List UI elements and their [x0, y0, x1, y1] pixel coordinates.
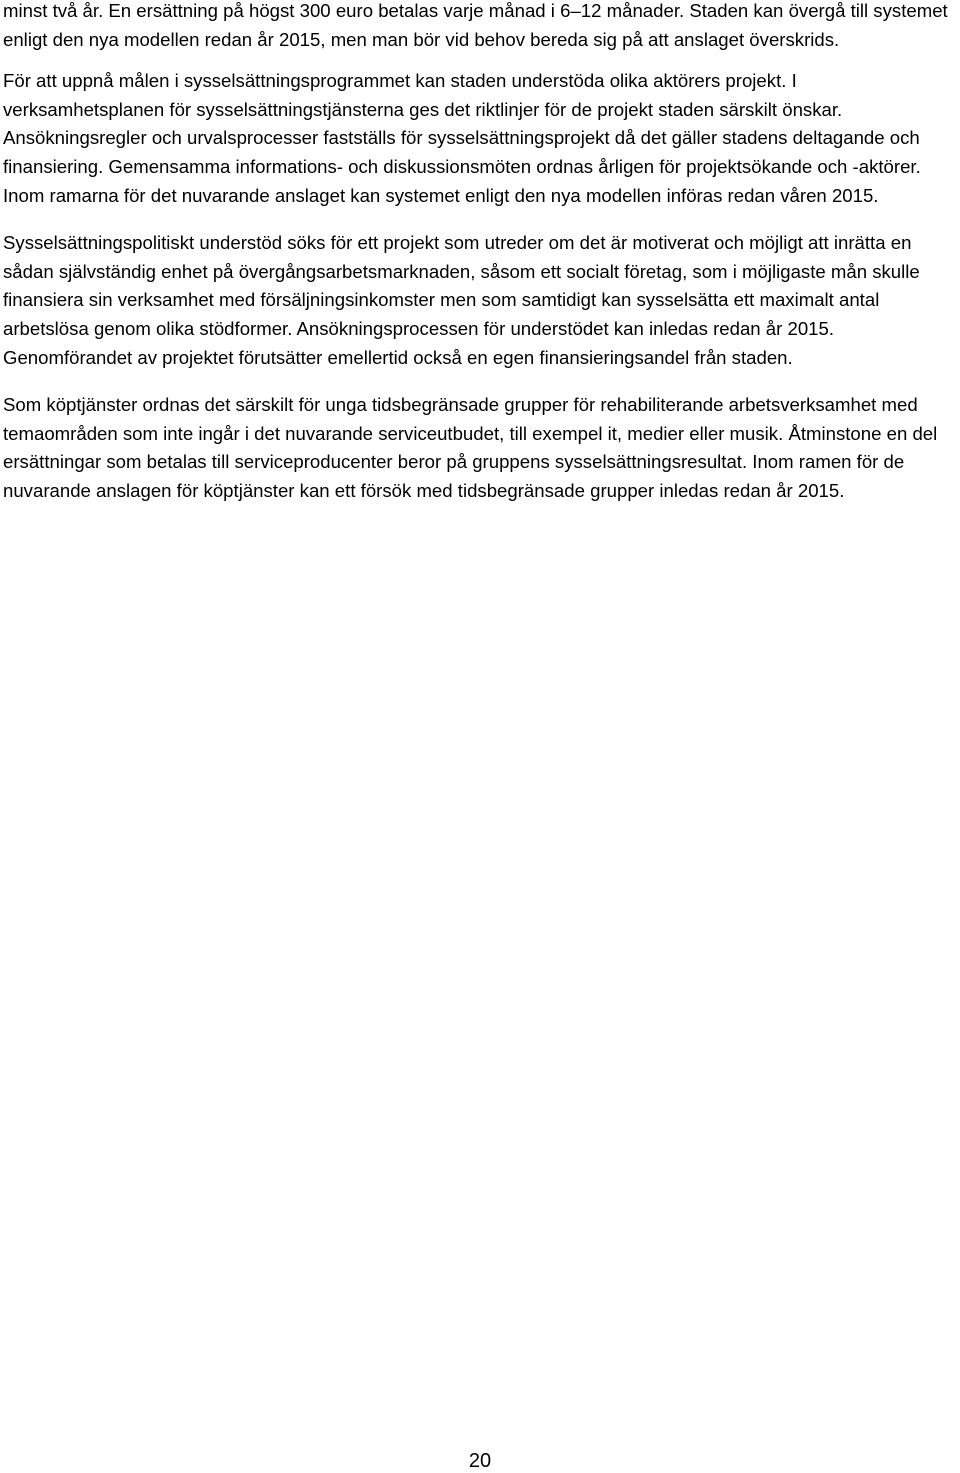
paragraph-koptjanster: Som köptjänster ordnas det särskilt för unga tidsbegränsade grupper för rehabiliterande arbetsverksamhet med temaområden som inte ingår i det nuvarande serviceutbudet, till exempel it, medier eller musik. Åtminstone en del ersättningar som betalas till serviceproducenter beror på gruppens sysselsättningsresultat. Inom ramen för de nuvarande anslagen för köptjänster kan ett försök med tidsbegränsade grupper inledas redan år 2015.: [3, 394, 938, 501]
document-page: [3, 0, 958, 506]
paragraph-anslag: minst två år. En ersättning på högst 300 euro betalas varje månad i 6–12 månader. Staden kan övergå till systemet enligt den nya modellen redan år 2015, men man bör vid behov bereda sig på att anslaget överskrids.: [3, 0, 948, 50]
paragraph-projekt: För att uppnå målen i sysselsättningsprogrammet kan staden understöda olika aktörers projekt. I verksamhetsplanen för sysselsättningstjänsterna ges det riktlinjer för de projekt staden särskilt önskar. Ansökningsregler och urvalsprocesser fastställs för sysselsättningsprojekt då det gäller stadens deltagande och finansiering. Gemensamma informations- och diskussionsmöten ordnas årligen för projektsökande och -aktörer. Inom ramarna för det nuvarande anslaget kan systemet enligt den nya modellen införas redan våren 2015.: [3, 70, 921, 206]
paragraph-understod: Sysselsättningspolitiskt understöd söks för ett projekt som utreder om det är motiverat och möjligt att inrätta en sådan självständig enhet på övergångsarbetsmarknaden, såsom ett socialt företag, som i möjligaste mån skulle finansiera sin verksamhet med försäljningsinkomster men som samtidigt kan sysselsätta ett maximalt antal arbetslösa genom olika stödformer. Ansökningsprocessen för understödet kan inledas redan år 2015. Genomförandet av projektet förutsätter emellertid också en egen finansieringsandel från staden.: [3, 232, 920, 368]
page-number: 20: [468, 1450, 492, 1472]
